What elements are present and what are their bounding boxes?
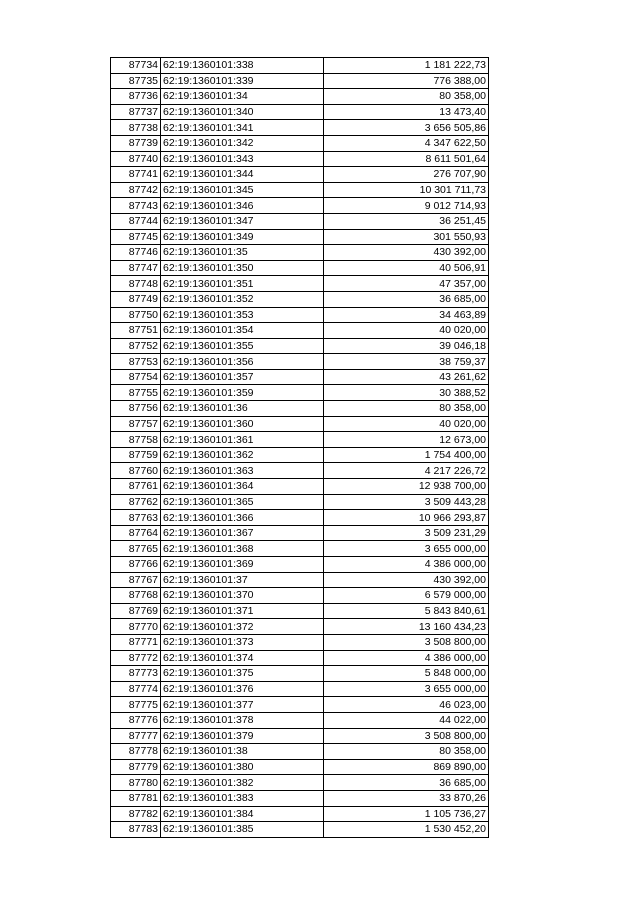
row-number: 87775 — [111, 697, 161, 713]
row-number: 87774 — [111, 681, 161, 697]
table-row — [111, 276, 489, 292]
cadastral-value: 34 463,89 — [324, 307, 489, 323]
row-number: 87766 — [111, 557, 161, 573]
table-row — [111, 182, 489, 198]
cadastral-number: 62:19:1360101:374 — [161, 650, 324, 666]
table-row — [111, 728, 489, 744]
cadastral-number: 62:19:1360101:371 — [161, 603, 324, 619]
table-row — [111, 385, 489, 401]
table-row — [111, 73, 489, 89]
row-number: 87736 — [111, 89, 161, 105]
row-number: 87759 — [111, 447, 161, 463]
cadastral-value: 3 655 000,00 — [324, 541, 489, 557]
cadastral-value: 13 160 434,23 — [324, 619, 489, 635]
cadastral-number: 62:19:1360101:346 — [161, 198, 324, 214]
row-number: 87740 — [111, 151, 161, 167]
table-row — [111, 213, 489, 229]
cadastral-number: 62:19:1360101:37 — [161, 572, 324, 588]
table-row — [111, 447, 489, 463]
cadastral-number: 62:19:1360101:383 — [161, 790, 324, 806]
cadastral-number: 62:19:1360101:352 — [161, 291, 324, 307]
table-row — [111, 775, 489, 791]
cadastral-number: 62:19:1360101:360 — [161, 416, 324, 432]
row-number: 87757 — [111, 416, 161, 432]
row-number: 87748 — [111, 276, 161, 292]
table-row — [111, 650, 489, 666]
row-number: 87755 — [111, 385, 161, 401]
row-number: 87762 — [111, 494, 161, 510]
table-row — [111, 291, 489, 307]
cadastral-number: 62:19:1360101:368 — [161, 541, 324, 557]
row-number: 87738 — [111, 120, 161, 136]
cadastral-value: 4 347 622,50 — [324, 135, 489, 151]
table-row — [111, 510, 489, 526]
cadastral-value: 47 357,00 — [324, 276, 489, 292]
cadastral-number: 62:19:1360101:370 — [161, 588, 324, 604]
table-row — [111, 463, 489, 479]
cadastral-value: 46 023,00 — [324, 697, 489, 713]
row-number: 87781 — [111, 790, 161, 806]
row-number: 87768 — [111, 588, 161, 604]
cadastral-number: 62:19:1360101:342 — [161, 135, 324, 151]
cadastral-number: 62:19:1360101:376 — [161, 681, 324, 697]
table-row — [111, 712, 489, 728]
row-number: 87770 — [111, 619, 161, 635]
row-number: 87779 — [111, 759, 161, 775]
table-row — [111, 151, 489, 167]
row-number: 87758 — [111, 432, 161, 448]
cadastral-number: 62:19:1360101:344 — [161, 167, 324, 183]
table-row — [111, 619, 489, 635]
cadastral-number: 62:19:1360101:379 — [161, 728, 324, 744]
cadastral-number: 62:19:1360101:378 — [161, 712, 324, 728]
row-number: 87773 — [111, 666, 161, 682]
cadastral-value: 36 685,00 — [324, 291, 489, 307]
cadastral-number: 62:19:1360101:34 — [161, 89, 324, 105]
row-number: 87782 — [111, 806, 161, 822]
cadastral-value: 13 473,40 — [324, 104, 489, 120]
cadastral-value: 3 655 000,00 — [324, 681, 489, 697]
row-number: 87761 — [111, 479, 161, 495]
cadastral-value: 36 685,00 — [324, 775, 489, 791]
cadastral-number: 62:19:1360101:345 — [161, 182, 324, 198]
cadastral-value: 869 890,00 — [324, 759, 489, 775]
cadastral-number: 62:19:1360101:364 — [161, 479, 324, 495]
cadastral-value: 30 388,52 — [324, 385, 489, 401]
cadastral-value: 1 105 736,27 — [324, 806, 489, 822]
table-row — [111, 697, 489, 713]
row-number: 87745 — [111, 229, 161, 245]
row-number: 87737 — [111, 104, 161, 120]
cadastral-number: 62:19:1360101:351 — [161, 276, 324, 292]
table-row — [111, 198, 489, 214]
cadastral-value: 40 020,00 — [324, 416, 489, 432]
table-row — [111, 167, 489, 183]
row-number: 87747 — [111, 260, 161, 276]
cadastral-number: 62:19:1360101:347 — [161, 213, 324, 229]
cadastral-value: 38 759,37 — [324, 354, 489, 370]
cadastral-value: 430 392,00 — [324, 572, 489, 588]
cadastral-number: 62:19:1360101:362 — [161, 447, 324, 463]
row-number: 87769 — [111, 603, 161, 619]
row-number: 87741 — [111, 167, 161, 183]
row-number: 87751 — [111, 323, 161, 339]
cadastral-value: 9 012 714,93 — [324, 198, 489, 214]
row-number: 87754 — [111, 369, 161, 385]
table-row — [111, 541, 489, 557]
cadastral-number: 62:19:1360101:341 — [161, 120, 324, 136]
table-row — [111, 58, 489, 74]
row-number: 87735 — [111, 73, 161, 89]
cadastral-number: 62:19:1360101:350 — [161, 260, 324, 276]
cadastral-value: 80 358,00 — [324, 89, 489, 105]
cadastral-value: 1 754 400,00 — [324, 447, 489, 463]
table-body — [111, 58, 489, 838]
table-row — [111, 572, 489, 588]
table-row — [111, 744, 489, 760]
cadastral-value: 44 022,00 — [324, 712, 489, 728]
cadastral-value: 39 046,18 — [324, 338, 489, 354]
cadastral-number: 62:19:1360101:372 — [161, 619, 324, 635]
row-number: 87734 — [111, 58, 161, 74]
row-number: 87767 — [111, 572, 161, 588]
table-row — [111, 229, 489, 245]
cadastral-value: 430 392,00 — [324, 245, 489, 261]
cadastral-number: 62:19:1360101:361 — [161, 432, 324, 448]
cadastral-number: 62:19:1360101:359 — [161, 385, 324, 401]
cadastral-value: 8 611 501,64 — [324, 151, 489, 167]
cadastral-value: 5 848 000,00 — [324, 666, 489, 682]
cadastral-number: 62:19:1360101:354 — [161, 323, 324, 339]
row-number: 87746 — [111, 245, 161, 261]
cadastral-value: 3 509 231,29 — [324, 525, 489, 541]
cadastral-number: 62:19:1360101:384 — [161, 806, 324, 822]
table-row — [111, 666, 489, 682]
cadastral-number: 62:19:1360101:356 — [161, 354, 324, 370]
cadastral-value: 40 506,91 — [324, 260, 489, 276]
cadastral-number: 62:19:1360101:349 — [161, 229, 324, 245]
cadastral-value: 33 870,26 — [324, 790, 489, 806]
cadastral-value: 3 656 505,86 — [324, 120, 489, 136]
row-number: 87750 — [111, 307, 161, 323]
cadastral-value: 6 579 000,00 — [324, 588, 489, 604]
row-number: 87776 — [111, 712, 161, 728]
cadastral-number: 62:19:1360101:375 — [161, 666, 324, 682]
cadastral-value: 1 181 222,73 — [324, 58, 489, 74]
row-number: 87778 — [111, 744, 161, 760]
row-number: 87743 — [111, 198, 161, 214]
cadastral-value: 12 938 700,00 — [324, 479, 489, 495]
cadastral-value: 80 358,00 — [324, 401, 489, 417]
table-row — [111, 245, 489, 261]
cadastral-value-table — [110, 57, 489, 838]
row-number: 87760 — [111, 463, 161, 479]
row-number: 87763 — [111, 510, 161, 526]
cadastral-number: 62:19:1360101:373 — [161, 634, 324, 650]
cadastral-number: 62:19:1360101:367 — [161, 525, 324, 541]
cadastral-number: 62:19:1360101:357 — [161, 369, 324, 385]
row-number: 87772 — [111, 650, 161, 666]
cadastral-value: 276 707,90 — [324, 167, 489, 183]
cadastral-value: 1 530 452,20 — [324, 822, 489, 838]
row-number: 87739 — [111, 135, 161, 151]
cadastral-value: 3 508 800,00 — [324, 634, 489, 650]
cadastral-number: 62:19:1360101:340 — [161, 104, 324, 120]
cadastral-value: 43 261,62 — [324, 369, 489, 385]
cadastral-value: 5 843 840,61 — [324, 603, 489, 619]
cadastral-value: 776 388,00 — [324, 73, 489, 89]
table-row — [111, 525, 489, 541]
cadastral-number: 62:19:1360101:365 — [161, 494, 324, 510]
table-row — [111, 494, 489, 510]
row-number: 87764 — [111, 525, 161, 541]
table-row — [111, 603, 489, 619]
cadastral-number: 62:19:1360101:38 — [161, 744, 324, 760]
table-row — [111, 338, 489, 354]
cadastral-number: 62:19:1360101:382 — [161, 775, 324, 791]
table-row — [111, 104, 489, 120]
row-number: 87765 — [111, 541, 161, 557]
cadastral-value: 4 217 226,72 — [324, 463, 489, 479]
cadastral-number: 62:19:1360101:369 — [161, 557, 324, 573]
table-row — [111, 369, 489, 385]
table-row — [111, 790, 489, 806]
cadastral-number: 62:19:1360101:377 — [161, 697, 324, 713]
cadastral-number: 62:19:1360101:355 — [161, 338, 324, 354]
cadastral-number: 62:19:1360101:339 — [161, 73, 324, 89]
cadastral-number: 62:19:1360101:385 — [161, 822, 324, 838]
cadastral-value: 36 251,45 — [324, 213, 489, 229]
row-number: 87744 — [111, 213, 161, 229]
table-row — [111, 307, 489, 323]
cadastral-number: 62:19:1360101:380 — [161, 759, 324, 775]
cadastral-value: 10 301 711,73 — [324, 182, 489, 198]
cadastral-value: 4 386 000,00 — [324, 650, 489, 666]
table-row — [111, 120, 489, 136]
table-row — [111, 479, 489, 495]
row-number: 87783 — [111, 822, 161, 838]
row-number: 87752 — [111, 338, 161, 354]
cadastral-number: 62:19:1360101:338 — [161, 58, 324, 74]
cadastral-number: 62:19:1360101:353 — [161, 307, 324, 323]
table-row — [111, 432, 489, 448]
cadastral-value: 301 550,93 — [324, 229, 489, 245]
table-row — [111, 806, 489, 822]
cadastral-value: 4 386 000,00 — [324, 557, 489, 573]
cadastral-value: 3 509 443,28 — [324, 494, 489, 510]
table-row — [111, 634, 489, 650]
cadastral-number: 62:19:1360101:343 — [161, 151, 324, 167]
cadastral-value: 40 020,00 — [324, 323, 489, 339]
table-row — [111, 260, 489, 276]
table-row — [111, 681, 489, 697]
row-number: 87771 — [111, 634, 161, 650]
row-number: 87780 — [111, 775, 161, 791]
table-row — [111, 557, 489, 573]
table-row — [111, 89, 489, 105]
table-row — [111, 416, 489, 432]
cadastral-number: 62:19:1360101:36 — [161, 401, 324, 417]
table-row — [111, 135, 489, 151]
cadastral-number: 62:19:1360101:35 — [161, 245, 324, 261]
row-number: 87742 — [111, 182, 161, 198]
table-row — [111, 323, 489, 339]
cadastral-number: 62:19:1360101:363 — [161, 463, 324, 479]
table-row — [111, 759, 489, 775]
table-row — [111, 822, 489, 838]
table-row — [111, 588, 489, 604]
cadastral-number: 62:19:1360101:366 — [161, 510, 324, 526]
row-number: 87777 — [111, 728, 161, 744]
table-row — [111, 354, 489, 370]
table-row — [111, 401, 489, 417]
cadastral-value: 80 358,00 — [324, 744, 489, 760]
cadastral-value: 3 508 800,00 — [324, 728, 489, 744]
row-number: 87753 — [111, 354, 161, 370]
cadastral-value: 12 673,00 — [324, 432, 489, 448]
cadastral-value: 10 966 293,87 — [324, 510, 489, 526]
row-number: 87749 — [111, 291, 161, 307]
row-number: 87756 — [111, 401, 161, 417]
